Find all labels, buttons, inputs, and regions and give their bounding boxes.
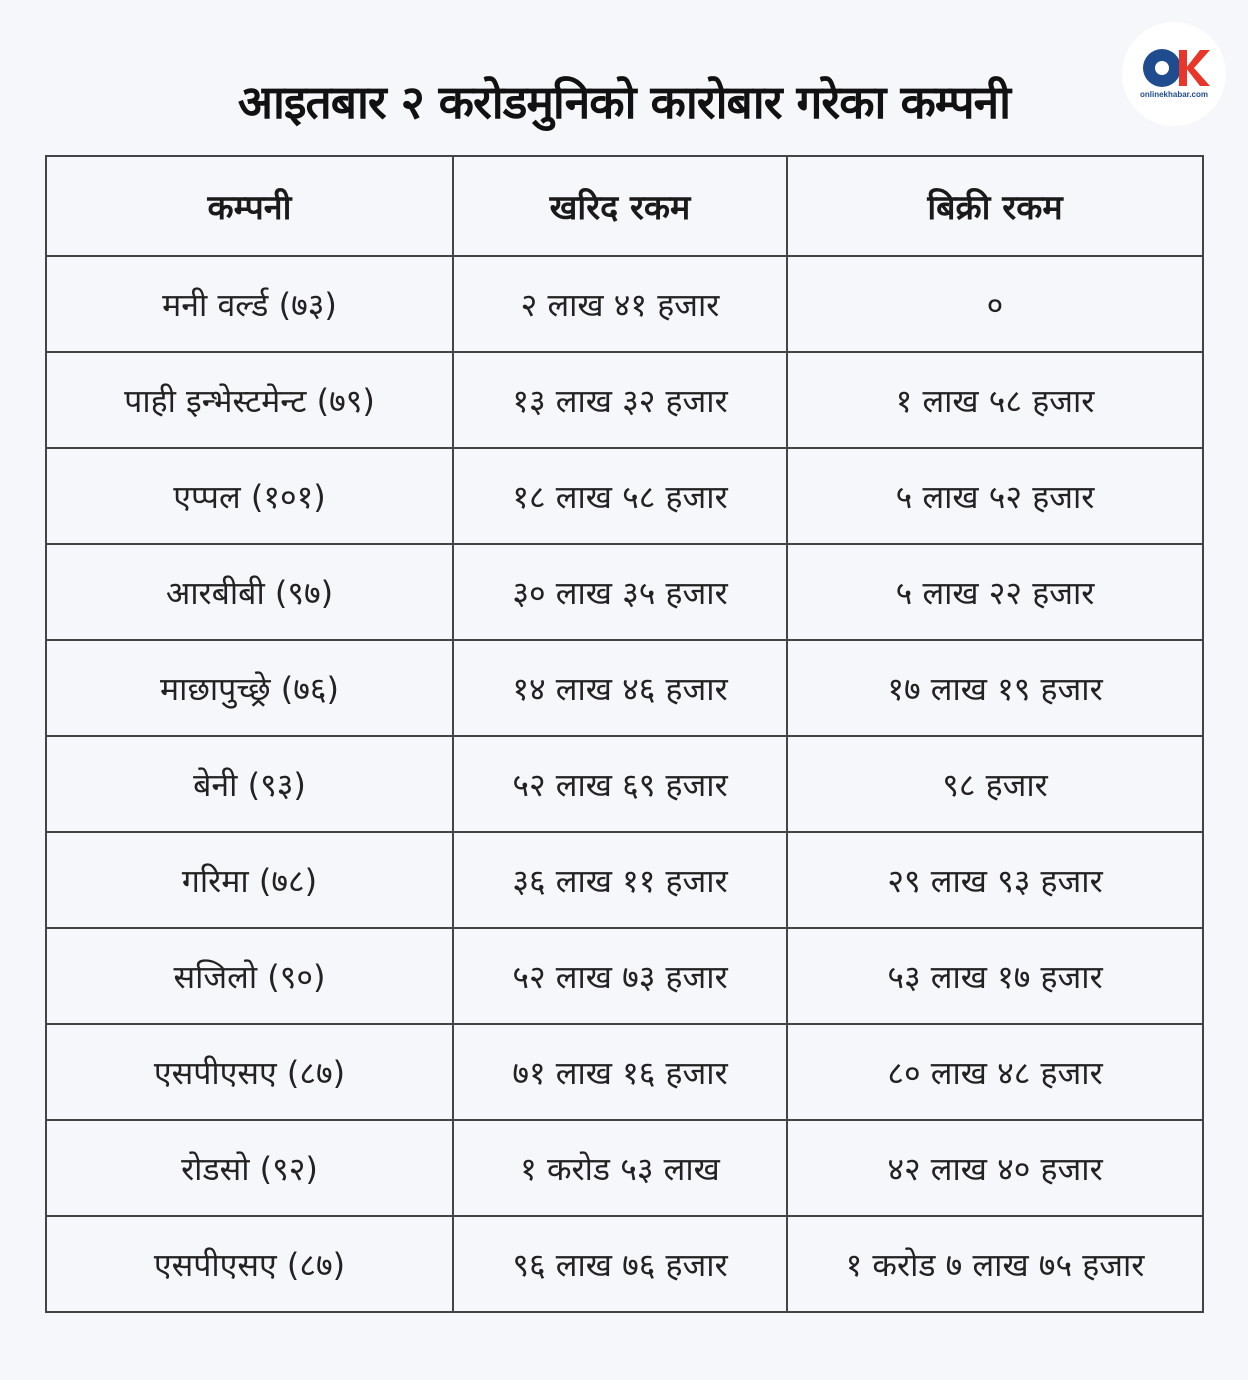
cell-sale: ८० लाख ४८ हजार bbox=[787, 1024, 1203, 1120]
cell-sale: ५ लाख २२ हजार bbox=[787, 544, 1203, 640]
table-row bbox=[46, 448, 1203, 544]
table-row bbox=[46, 1024, 1203, 1120]
cell-sale: ९८ हजार bbox=[787, 736, 1203, 832]
cell-company: गरिमा (७८) bbox=[46, 832, 453, 928]
table-row bbox=[46, 640, 1203, 736]
cell-purchase: ५२ लाख ७३ हजार bbox=[453, 928, 787, 1024]
table-row bbox=[46, 736, 1203, 832]
cell-purchase: २ लाख ४१ हजार bbox=[453, 256, 787, 352]
cell-company: मनी वर्ल्ड (७३) bbox=[46, 256, 453, 352]
cell-purchase: ३६ लाख ११ हजार bbox=[453, 832, 787, 928]
cell-purchase: १४ लाख ४६ हजार bbox=[453, 640, 787, 736]
cell-purchase: १३ लाख ३२ हजार bbox=[453, 352, 787, 448]
cell-sale: १७ लाख १९ हजार bbox=[787, 640, 1203, 736]
cell-sale: ५ लाख ५२ हजार bbox=[787, 448, 1203, 544]
cell-sale: १ लाख ५८ हजार bbox=[787, 352, 1203, 448]
page-title: आइतबार २ करोडमुनिको कारोबार गरेका कम्पनी bbox=[237, 75, 1011, 129]
onlinekhabar-logo[interactable] bbox=[1122, 22, 1226, 126]
cell-company: रोडसो (९२) bbox=[46, 1120, 453, 1216]
table-header-row bbox=[46, 156, 1203, 256]
cell-sale: ० bbox=[787, 256, 1203, 352]
cell-company: एसपीएसए (८७) bbox=[46, 1216, 453, 1312]
cell-company: एसपीएसए (८७) bbox=[46, 1024, 453, 1120]
header-purchase-amount: खरिद रकम bbox=[453, 156, 787, 256]
cell-purchase: ९६ लाख ७६ हजार bbox=[453, 1216, 787, 1312]
cell-purchase: ७१ लाख १६ हजार bbox=[453, 1024, 787, 1120]
table-row bbox=[46, 1216, 1203, 1312]
cell-company: आरबीबी (९७) bbox=[46, 544, 453, 640]
cell-sale: २९ लाख ९३ हजार bbox=[787, 832, 1203, 928]
cell-sale: ५३ लाख १७ हजार bbox=[787, 928, 1203, 1024]
company-table bbox=[45, 155, 1204, 1313]
cell-sale: १ करोड ७ लाख ७५ हजार bbox=[787, 1216, 1203, 1312]
cell-sale: ४२ लाख ४० हजार bbox=[787, 1120, 1203, 1216]
logo-wordmark: onlinekhabar.com bbox=[1139, 90, 1209, 99]
cell-company: बेनी (९३) bbox=[46, 736, 453, 832]
table-row bbox=[46, 928, 1203, 1024]
cell-company: सजिलो (९०) bbox=[46, 928, 453, 1024]
header-sale-amount: बिक्री रकम bbox=[787, 156, 1203, 256]
table-row bbox=[46, 1120, 1203, 1216]
cell-company: एप्पल (१०१) bbox=[46, 448, 453, 544]
cell-purchase: ३० लाख ३५ हजार bbox=[453, 544, 787, 640]
table-row bbox=[46, 832, 1203, 928]
cell-company: पाही इन्भेस्टमेन्ट (७९) bbox=[46, 352, 453, 448]
cell-company: माछापुच्छ्रे (७६) bbox=[46, 640, 453, 736]
table-row bbox=[46, 544, 1203, 640]
cell-purchase: ५२ लाख ६९ हजार bbox=[453, 736, 787, 832]
ok-logo-icon bbox=[1122, 22, 1226, 126]
header-company: कम्पनी bbox=[46, 156, 453, 256]
table-row bbox=[46, 352, 1203, 448]
cell-purchase: १ करोड ५३ लाख bbox=[453, 1120, 787, 1216]
table-row bbox=[46, 256, 1203, 352]
cell-purchase: १८ लाख ५८ हजार bbox=[453, 448, 787, 544]
